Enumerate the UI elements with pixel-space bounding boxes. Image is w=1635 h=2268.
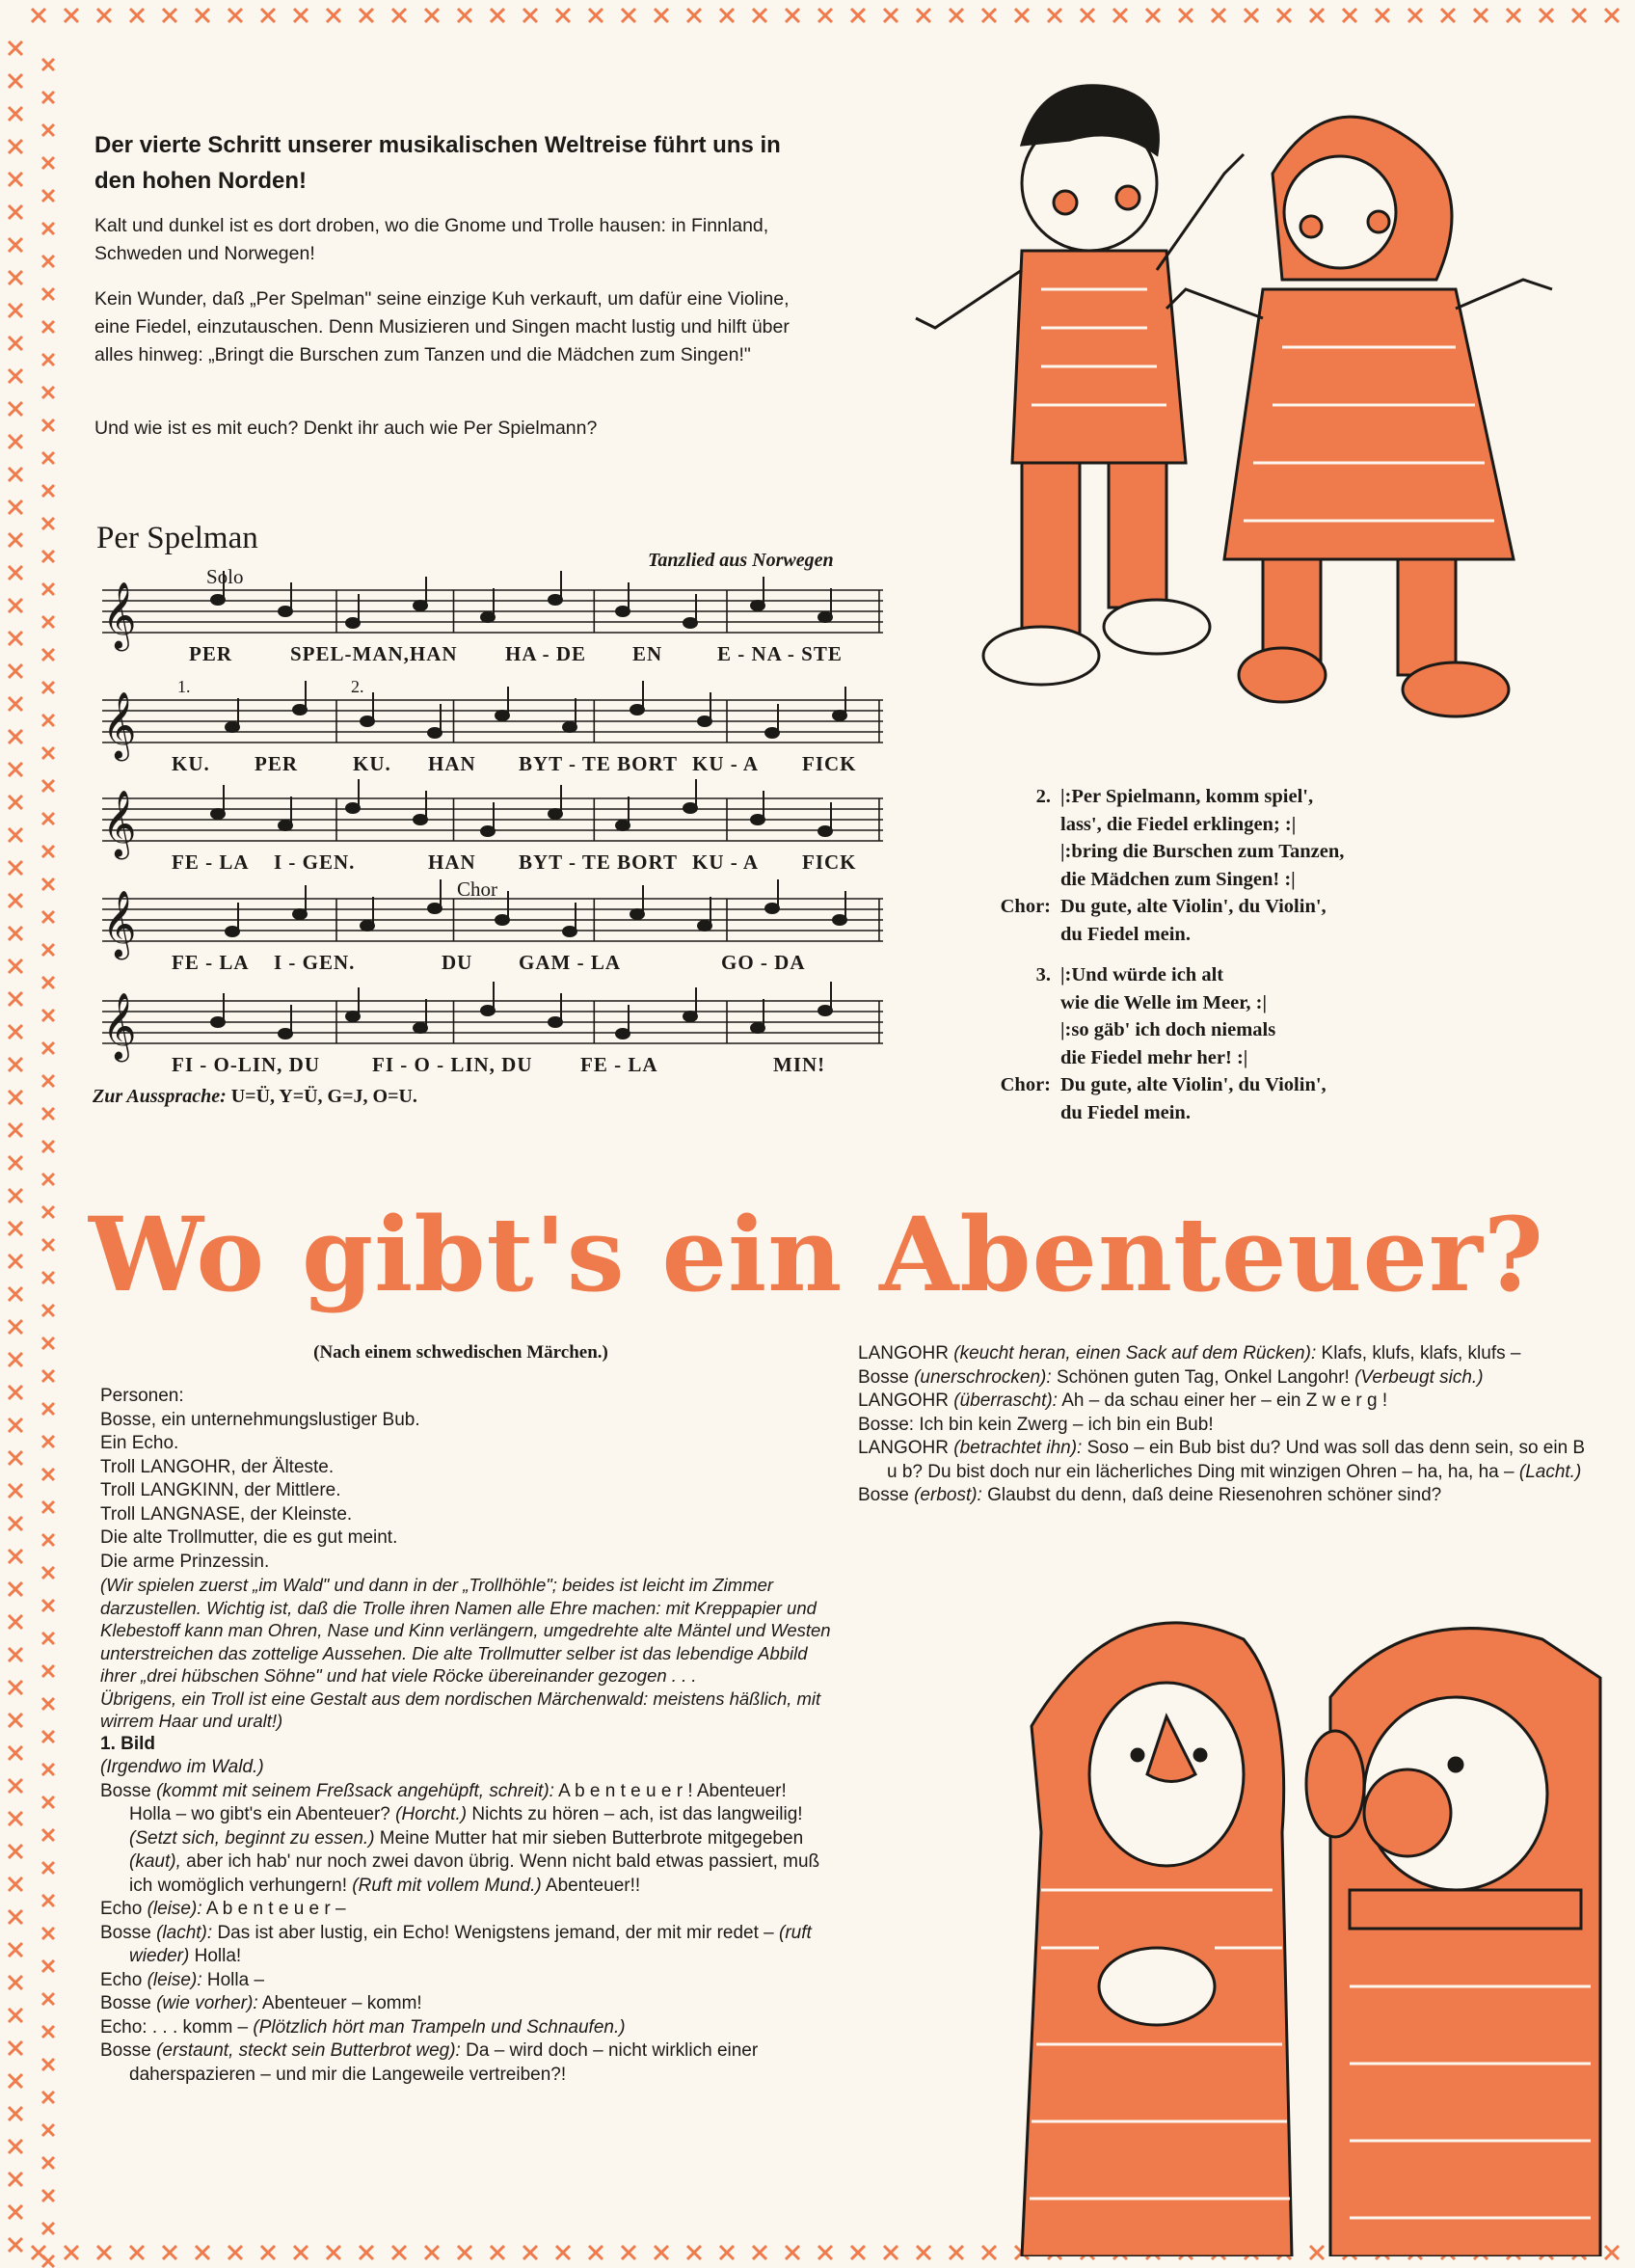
lyric: FICK [802,850,857,874]
stage-direction: (Verbeugt sich.) [1354,1366,1484,1388]
stage-direction: (Plötzlich hört man Trampeln und Schnaufen.) [253,2016,626,2038]
dialog-line [858,1414,1587,1438]
lyric: FI - O - LIN, DU [372,1053,533,1076]
chor-label: Chor [457,878,497,901]
speaker: Bosse: [858,1414,915,1435]
stage-direction: (erstaunt, steckt sein Butterbrot weg): [156,2040,461,2061]
verse-number [974,811,1060,839]
solo-label: Solo [206,565,244,588]
person-item: Die alte Trollmutter, die es gut meint. [100,1527,398,1548]
stage-direction: (unerschrocken): [914,1366,1052,1388]
scene-heading: 1. Bild [100,1733,156,1754]
svg-text:𝄞: 𝄞 [102,691,137,759]
dialog-line [858,1366,1587,1390]
svg-text:𝄞: 𝄞 [102,581,137,649]
verse-text: du Fiedel mein. [1060,923,1191,945]
verse-number: Chor: [1000,896,1051,917]
speaker: LANGOHR [858,1390,949,1411]
intro-paragraph-3: Und wie ist es mit euch? Denkt ihr auch wie Per Spielmann? [94,418,598,439]
speech: A b e n t e u e r ! Abenteuer! Holla – wo gibt's ein Abenteuer? [129,1780,787,1824]
speech: Meine Mutter hat mir sieben Butterbrote mitgegeben [379,1827,804,1849]
verse-line [974,783,1456,811]
verse-number [974,866,1060,894]
verse-line [974,989,1456,1017]
verse-text: |:bring die Burschen zum Tanzen, [1060,841,1345,862]
personen-label: Personen: [100,1386,184,1406]
stage-direction: (leise): [147,1969,202,1990]
verse-text: du Fiedel mein. [1060,1101,1191,1123]
stage-direction: (kommt mit seinem Freßsack angehüpft, schreit): [156,1780,554,1801]
lyric: GO - DA [721,951,806,974]
verse-text: |:Per Spielmann, komm spiel', [1060,786,1314,807]
speaker: Echo [100,1899,143,1919]
lyric: BYT - TE BORT [519,752,678,775]
stage-direction: (erbost): [914,1485,982,1505]
verse-text: wie die Welle im Meer, :| [1060,991,1268,1013]
troll-note: Übrigens, ein Troll ist eine Gestalt aus dem nordischen Märchenwald: meistens häßlich, mit wirrem Haar und uralt!) [100,1688,821,1731]
speech: Ah – da schau einer her – ein Z w e r g ! [1061,1390,1388,1411]
stage-direction: (wie vorher): [156,1993,258,2013]
speech: Da – wird doch – nicht wirklich einer daherspazieren – und mir die Langeweile vertreiben?! [129,2040,759,2085]
lyric: PER [255,752,298,775]
dancing-children-illustration [897,58,1610,733]
dialog-line [858,1390,1587,1414]
verse-number [974,1016,1060,1044]
stage-direction: (keucht heran, einen Sack auf dem Rücken): [953,1343,1317,1364]
lyric: HAN [428,850,476,874]
speaker: Bosse [100,1780,151,1801]
speech: Glaubst du denn, daß deine Riesenohren schöner sind? [987,1485,1442,1505]
stage-direction: (ruft wieder) [129,1922,812,1966]
sheet-music [93,565,893,1109]
lyric: FE - LA [172,850,250,874]
dialog-line [100,1756,833,1780]
verse-line [974,1099,1456,1127]
lyric: PER [189,642,232,665]
speech: Abenteuer!! [545,1875,641,1896]
lyric: FE - LA [172,951,250,974]
verse-text: |:Und würde ich alt [1060,964,1224,986]
lyric: KU - A [692,850,759,874]
stage-direction: (Irgendwo im Wald.) [100,1757,264,1777]
intro-paragraph-1: Kalt und dunkel ist es dort droben, wo die Gnome und Trolle hausen: in Finnland, Schweden und Norwegen! [94,215,769,264]
lyric: EN [632,642,663,665]
lyric: MIN! [773,1053,826,1076]
verse-line [974,1071,1456,1099]
speech: aber ich hab' nur noch zwei davon übrig. Wenn nicht bald etwas passiert, muß ich womöglich verhungern! [129,1851,820,1896]
dialog-line [100,1898,833,1922]
person-item: Troll LANGOHR, der Älteste. [100,1456,335,1477]
speech: Das ist aber lustig, ein Echo! Wenigstens jemand, der mit mir redet – [217,1922,774,1943]
headline: Wo gibt's ein Abenteuer? [89,1194,1544,1314]
speech: Holla! [194,1946,242,1966]
lyric: SPEL-MAN,HAN [290,642,458,665]
person-item: Troll LANGNASE, der Kleinste. [100,1503,353,1525]
person-item: Troll LANGKINN, der Mittlere. [100,1480,341,1500]
stage-direction: (Ruft mit vollem Mund.) [352,1875,542,1896]
lyric: I - GEN. [274,951,356,974]
speaker: Echo: [100,2016,147,2038]
play-subtitle: (Nach einem schwedischen Märchen.) [313,1342,608,1363]
staging-note: (Wir spielen zuerst „im Wald" und dann in der „Trollhöhle"; beides ist leicht im Zimmer darzustellen. Wichtig ist, daß die Trolle ihren Namen alle Ehre machen: mit Kreppapier und Klebestoff kann man Ohren, Nase und Kinn verlängern, umgedrehte alte Mäntel und Westen unterstreichen das zottelige Aussehen. Die alte Trollmutter selber ist das lebendige Abbild ihrer „drei hübschen Söhne" und hat viele Röcke übereinander gezogen . . . [100,1575,831,1686]
speech: Abenteuer – komm! [261,1993,422,2013]
dialog-line [858,1437,1587,1484]
speaker: Echo [100,1969,143,1990]
song-verses [974,783,1456,1126]
verse-text: |:so gäb' ich doch niemals [1060,1019,1276,1040]
stage-direction: (Horcht.) [395,1804,468,1824]
stage-direction: (leise): [147,1899,202,1919]
verse-line [974,1016,1456,1044]
speech: Soso – ein Bub bist du? Und was soll das denn sein, so ein B u b? Du bist doch nur ein lächerliches Ding mit winzigen Ohren – ha, ha, ha – [887,1438,1586,1482]
lyric: BYT - TE BORT [519,850,678,874]
verse-text: die Mädchen zum Singen! :| [1060,868,1296,890]
speech: Holla – [206,1969,265,1990]
song-title: Per Spelman [96,521,258,555]
stage-direction: (überrascht): [953,1390,1058,1411]
lyric: I - GEN. [274,850,356,874]
verse-number: 3. [1035,964,1051,986]
pronunciation-label: Zur Aussprache: [93,1086,227,1107]
speaker: Bosse [858,1485,909,1505]
person-item: Ein Echo. [100,1433,179,1453]
dialog-line [100,2016,833,2040]
speech: Ich bin kein Zwerg – ich bin ein Bub! [919,1414,1214,1435]
dialog-line [858,1484,1587,1508]
verse-number [974,1099,1060,1127]
dialog-line [100,1992,833,2016]
stage-direction: (Setzt sich, beginnt zu essen.) [129,1827,375,1849]
verse-line [974,811,1456,839]
verse-line [974,893,1456,921]
verse-text: Du gute, alte Violin', du Violin', [1060,896,1327,917]
speaker: Bosse [100,1922,151,1943]
speaker: LANGOHR [858,1343,949,1364]
lyric: KU - A [692,752,759,775]
verse-number [974,838,1060,866]
verse-text: Du gute, alte Violin', du Violin', [1060,1074,1327,1095]
lyric: DU [442,951,473,974]
stage-direction: (Lacht.) [1518,1461,1582,1482]
intro-paragraph-2: Kein Wunder, daß „Per Spelman" seine einzige Kuh verkauft, um dafür eine Violine, eine Fiedel, einzutauschen. Denn Musizieren und Singen macht lustig und hilft über alles hinweg: „Bringt die Burschen zum Tanzen und die Mädchen zum Singen!" [94,288,790,365]
verse-line [974,921,1456,949]
lyric: FICK [802,752,857,775]
verse-line [974,866,1456,894]
pronunciation-text: U=Ü, Y=Ü, G=J, O=U. [230,1086,417,1107]
speech: Klafs, klufs, klafs, klufs – [1321,1343,1521,1364]
trolls-illustration [1003,1581,1610,2256]
speaker: Bosse [100,2040,151,2061]
intro-heading: Der vierte Schritt unserer musikalischen Weltreise führt uns in den hohen Norden! [94,132,781,194]
lyric: E - NA - STE [717,642,843,665]
speech: . . . komm – [151,2016,249,2038]
lyric: GAM - LA [519,951,621,974]
speaker: Bosse [100,1993,151,2013]
dialog-line [100,1969,833,1993]
person-item: Bosse, ein unternehmungslustiger Bub. [100,1409,420,1430]
verse-number [974,989,1060,1017]
stage-direction: (lacht): [156,1922,213,1943]
speech: A b e n t e u e r – [205,1899,346,1919]
speaker: Bosse [858,1366,909,1388]
verse-text: die Fiedel mehr her! :| [1060,1046,1248,1068]
speech: Schönen guten Tag, Onkel Langohr! [1056,1366,1350,1388]
dialog-line [100,2039,833,2087]
svg-text:𝄞: 𝄞 [102,790,137,857]
verse-text: lass', die Fiedel erklingen; :| [1060,813,1297,835]
verse-number [974,1044,1060,1072]
lyric: HA - DE [505,642,587,665]
play-right-column [858,1342,1587,1508]
dialog-line [858,1342,1587,1366]
dialog-line [100,1780,833,1899]
lyric: KU. [172,752,210,775]
verse-number [974,921,1060,949]
volta-1: 1. [177,677,191,696]
stage-direction: (betrachtet ihn): [953,1438,1083,1458]
lyric: KU. [353,752,391,775]
speech: Nichts zu hören – ach, ist das langweilig! [471,1804,803,1824]
lyric: FE - LA [580,1053,658,1076]
pronunciation-note [93,1086,417,1108]
dialog-line [100,1922,833,1969]
svg-text:𝄞: 𝄞 [102,890,137,958]
stage-direction: (kaut), [129,1851,181,1872]
verse-number: Chor: [1000,1074,1051,1095]
lyric: FI - O-LIN, DU [172,1053,320,1076]
svg-text:𝄞: 𝄞 [102,992,137,1060]
verse-line [974,1044,1456,1072]
verse-number: 2. [1035,786,1051,807]
verse-line [974,961,1456,989]
play-left-column [100,1385,833,2087]
person-item: Die arme Prinzessin. [100,1551,270,1572]
speaker: LANGOHR [858,1438,949,1458]
verse-line [974,838,1456,866]
lyric: HAN [428,752,476,775]
song-subtitle: Tanzlied aus Norwegen [648,550,834,571]
volta-2: 2. [351,677,364,696]
